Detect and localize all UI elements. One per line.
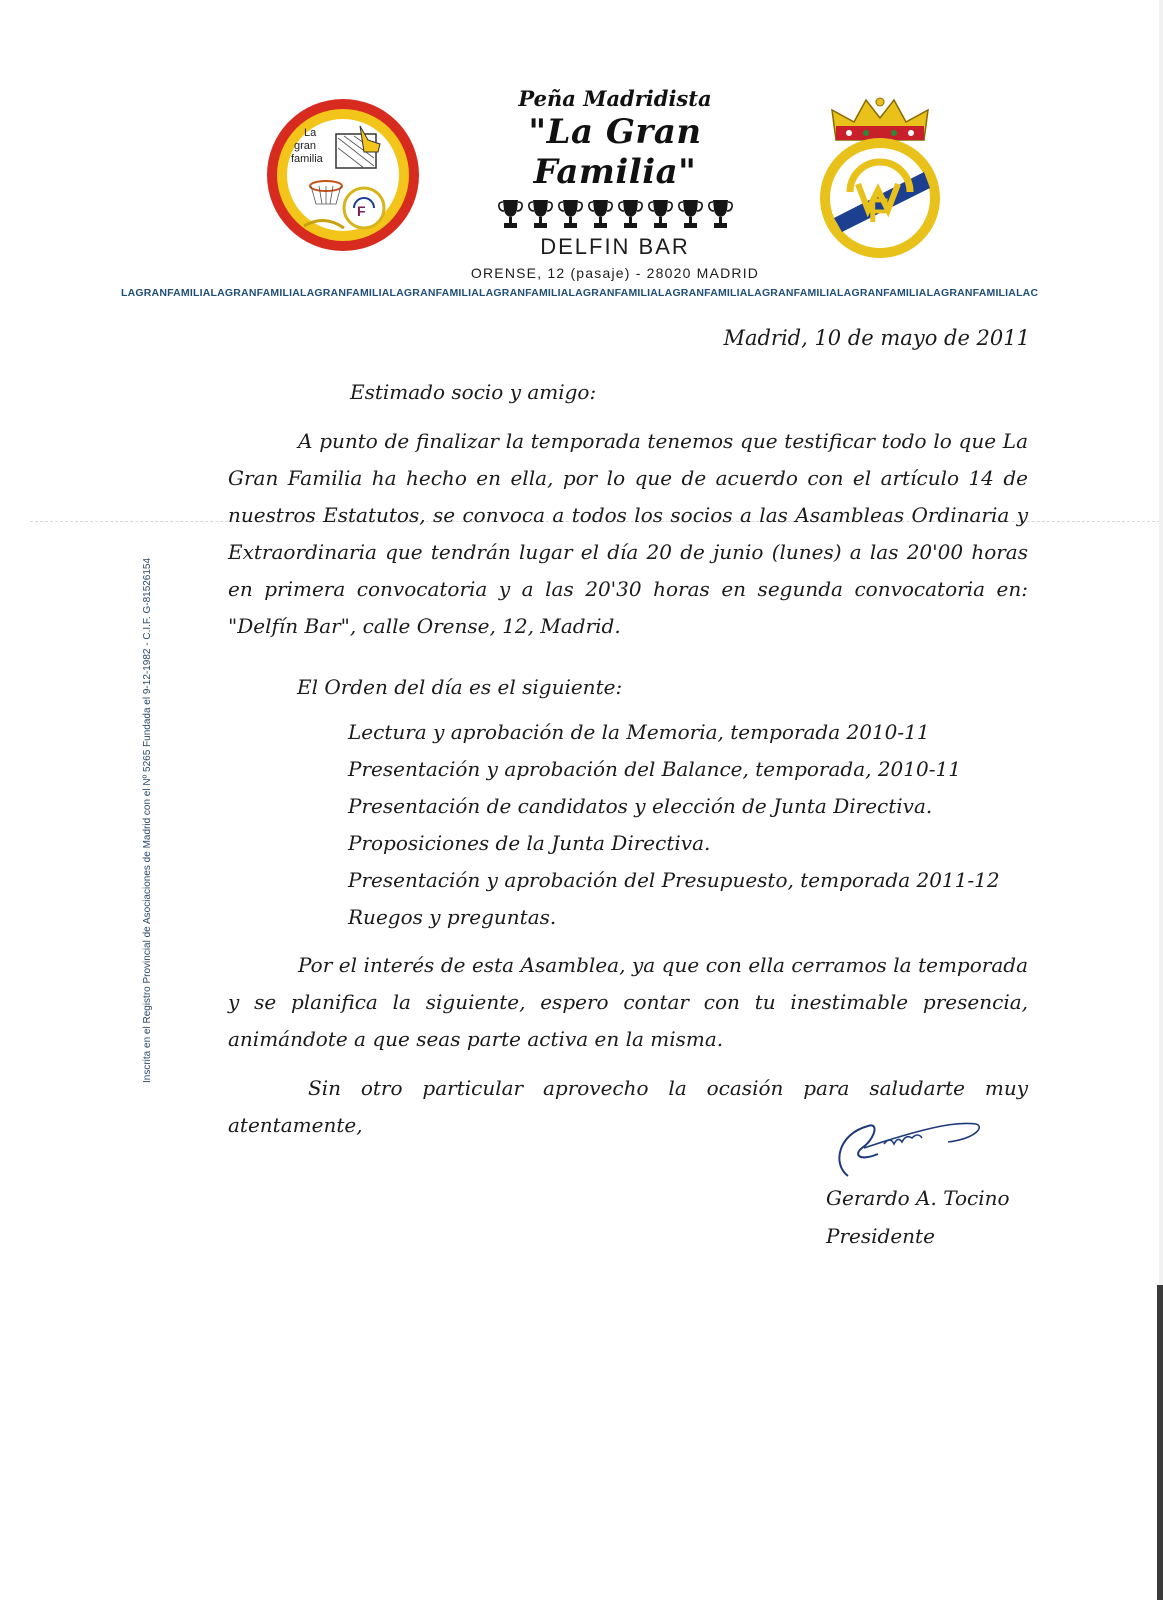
agenda-item: Presentación y aprobación del Balance, temporada, 2010-11 [348,757,961,781]
trophy-cup-icon [708,198,733,230]
logo-text-familia: familia [291,153,323,165]
paragraph-convocatoria: A punto de finalizar la temporada tenemos que testificar todo lo que La Gran Familia ha hecho en ella, por lo que de acuerdo con el artículo 14 de nuestros Estatutos, se convoca a todos los socios a las Asambleas Ordinaria y Extraordinaria que tendrán lugar el día 20 de junio (lunes) a las 20'00 horas en primera convocatoria y a las 20'30 horas en segunda convocatoria en: "Delfín Bar", calle Orense, 12, Madrid. [228,429,1028,638]
agenda-intro: El Orden del día es el siguiente: [297,675,623,699]
real-madrid-crest-icon [814,92,946,260]
club-name: "La Gran Familia" [528,112,702,192]
trophy-cup-icon [618,198,643,230]
paragraph-interes: Por el interés de esta Asamblea, ya que con ella cerramos la temporada y se planifica la siguiente, espero contar con tu inestimable presencia, animándote a que seas parte activa en la misma. [228,953,1028,1051]
agenda-item: Proposiciones de la Junta Directiva. [348,831,711,855]
trophy-cup-icon [588,198,613,230]
svg-text:F: F [357,203,366,219]
trophy-cup-icon [648,198,673,230]
trophy-cup-icon [498,198,523,230]
signer-role: Presidente [826,1224,935,1248]
agenda-item: Presentación y aprobación del Presupuesto, temporada 2011-12 [348,868,1000,892]
pena-label: Peña Madridista [518,86,712,111]
trophy-cup-icon [678,198,703,230]
greeting: Estimado socio y amigo: [350,380,597,404]
agenda-item: Presentación de candidatos y elección de Junta Directiva. [348,794,933,818]
brand-strip: LAGRANFAMILIALAGRANFAMILIALAGRANFAMILIALAGRANFAMILIALAGRANFAMILIALAGRANFAMILIALAGRANFAMILIALAGRANFAMILIALAGRANFAMILIALAGRANFAMILIALAC [121,287,1039,299]
paragraph-closing: Sin otro particular aprovecho la ocasión para saludarte muy atentamente, [228,1076,1028,1137]
la-gran-familia-logo [264,96,422,254]
logo-text-gran: gran [294,140,317,152]
bar-name: DELFIN BAR [540,234,690,259]
cup-row [450,198,780,232]
letter-date: Madrid, 10 de mayo de 2011 [723,326,1030,350]
signer-name: Gerardo A. Tocino [826,1186,1010,1210]
agenda-item: Lectura y aprobación de la Memoria, temporada 2010-11 [348,720,930,744]
svg-text:F: F [868,192,889,230]
trophy-cup-icon [558,198,583,230]
address: ORENSE, 12 (pasaje) - 28020 MADRID [470,265,760,281]
agenda-item: Ruegos y preguntas. [348,905,557,929]
scan-edge-mark [1157,1285,1163,1600]
registration-note: Inscrita en el Registro Provincial de Asociaciones de Madrid con el Nº 5265 Fundada el 9-12-1982 - C.I.F. G-81526154 [142,557,153,1083]
agenda-list [348,714,1000,936]
logo-text-la: La [304,127,317,139]
handwritten-signature [828,1104,988,1184]
letterhead [450,86,780,282]
trophy-cup-icon [528,198,553,230]
